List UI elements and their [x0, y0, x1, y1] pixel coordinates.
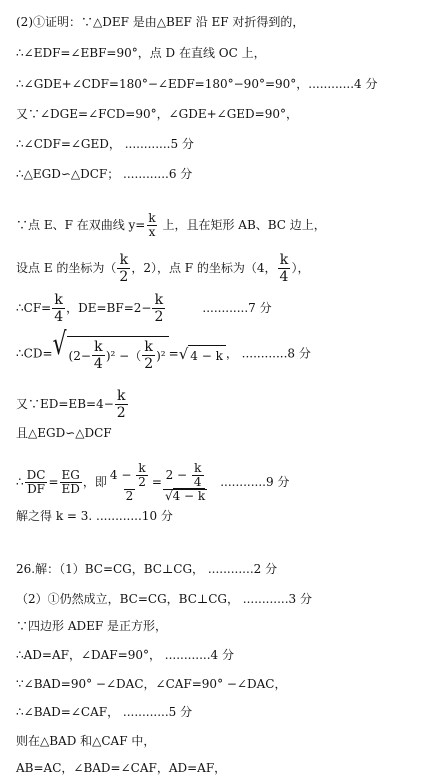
f-y-fraction [278, 252, 291, 285]
cd-post: )² [156, 348, 166, 363]
fraction-denominator: 2 [116, 405, 126, 421]
fraction-numerator: k [144, 339, 153, 355]
cd-line [16, 327, 311, 372]
proof-line-3: ∴∠GDE+∠CDF=180°−∠EDF=180°−90°=90°，............4 分 [16, 77, 378, 91]
de-fraction [152, 292, 165, 325]
compound-num-text: 2 − [165, 468, 191, 482]
sqrt-expression [52, 327, 169, 372]
fraction-numerator: k [54, 292, 63, 308]
coords-pre: 设点 E 的坐标为（ [16, 261, 117, 275]
left-compound-fraction [108, 462, 151, 503]
cf-line [16, 292, 272, 325]
proof-line-5: ∴∠CDF=∠GED， ............5 分 [16, 137, 194, 151]
coordinates-line [16, 252, 309, 285]
cd-eq: = [168, 346, 179, 361]
inner-fraction [192, 462, 204, 489]
q26-line-1: 26.解：（1）BC=CG，BC⊥CG， ............2 分 [16, 562, 278, 576]
fraction-denominator: 4 [93, 356, 103, 372]
cf-fraction [52, 292, 65, 325]
q26-line-8: AB=AC，∠BAD=∠CAF，AD=AF， [16, 761, 227, 775]
sqrt-4-minus-k: √ 4 − k [179, 345, 226, 364]
fraction-denominator: x [148, 225, 156, 239]
fraction-denominator: DF [27, 482, 46, 496]
coords-post: ）， [291, 261, 310, 275]
k-over-x-fraction [146, 212, 157, 239]
cf-mid: ，DE=BF=2− [66, 301, 152, 315]
e-x-fraction [117, 252, 130, 285]
fraction-denominator: 4 [54, 309, 64, 325]
sqrt-4-minus-k-denominator: 4 − k [172, 489, 206, 503]
fraction-denominator: 2 [119, 269, 129, 285]
right-compound-fraction: 2 − $\frac{k}{4}$ √4 − k [164, 461, 206, 503]
ed-fraction [115, 388, 128, 421]
coords-mid: ，2），点 F 的坐标为（4， [131, 261, 277, 275]
k-over-2-fraction [142, 339, 155, 372]
solve-line: 解之得 k = 3. ............10 分 [16, 509, 173, 523]
fraction-numerator: k [138, 461, 146, 475]
fraction-numerator: k [119, 252, 129, 268]
hyperbola-post: 上，且在矩形 AB、BC 边上， [158, 218, 326, 232]
cd-mid: )² −（ [105, 348, 142, 363]
score-9: ............9 分 [220, 475, 290, 489]
fraction-numerator: k [94, 339, 103, 355]
fraction-numerator: EG [61, 468, 80, 482]
proof-line-2: ∴∠EDF=∠EBF=90°，点 D 在直线 OC 上， [16, 46, 266, 60]
score-7: ............7 分 [202, 301, 272, 315]
q26-line-2: （2）①仍然成立，BC=CG，BC⊥CG， ............3 分 [16, 592, 312, 606]
fraction-numerator: k [154, 292, 164, 308]
q26-line-3: ∵四边形 ADEF 是正方形， [16, 619, 168, 633]
proof-line-1: (2)①证明：∵△DEF 是由△BEF 沿 EF 对折得到的， [16, 15, 305, 29]
ed-pre: 又∵ED=EB=4− [16, 397, 114, 411]
similar-line: 且△EGD∽△DCF [16, 426, 112, 440]
fraction-numerator: k [279, 252, 289, 268]
eg-ed-fraction [60, 469, 82, 496]
ratio-ji: ，即 [82, 475, 107, 489]
ratio-line [16, 462, 289, 503]
fraction-denominator: 2 [138, 475, 146, 489]
fraction-numerator: k [194, 461, 202, 475]
q26-line-4: ∴AD=AF，∠DAF=90°， ............4 分 [16, 648, 234, 662]
q26-line-6: ∴∠BAD=∠CAF， ............5 分 [16, 705, 193, 719]
fraction-denominator: 2 [154, 309, 164, 325]
fraction-numerator: k [148, 211, 156, 225]
score-8: ， ............8 分 [225, 346, 311, 361]
fraction-denominator: 2 [144, 356, 154, 372]
fraction-denominator: 4 [279, 269, 289, 285]
fraction-numerator: k [116, 388, 126, 404]
ratio-eq-2: = [151, 475, 162, 489]
fraction-denominator: 2 [125, 489, 134, 503]
k-over-4-fraction [92, 339, 105, 372]
q26-line-7: 则在△BAD 和△CAF 中， [16, 734, 156, 748]
q26-line-5: ∵∠BAD=90° −∠DAC，∠CAF=90° −∠DAC， [16, 677, 287, 691]
proof-line-4: 又∵∠DGE=∠FCD=90°，∠GDE+∠GED=90°， [16, 107, 299, 121]
fraction-denominator: ED [61, 482, 80, 496]
hyperbola-pre: ∵点 E、F 在双曲线 y= [16, 218, 146, 232]
inner-fraction [136, 462, 148, 489]
ratio-eq: = [48, 475, 59, 489]
radical-sign: √ [52, 327, 67, 363]
radical-sign: √ [178, 344, 189, 363]
ed-line [16, 388, 129, 421]
compound-num-text: 4 − [109, 468, 136, 482]
fraction-denominator: 4 [193, 475, 202, 489]
proof-line-6: ∴△EGD∽△DCF； ............6 分 [16, 167, 193, 181]
fraction-numerator: DC [26, 468, 46, 482]
cd-pre: ∴CD= [16, 346, 53, 361]
cd-inside: (2− [68, 348, 91, 363]
cf-pre: ∴CF= [16, 301, 52, 315]
ratio-pre: ∴ [16, 475, 24, 489]
hyperbola-line [16, 212, 326, 239]
dc-df-fraction [25, 469, 48, 496]
